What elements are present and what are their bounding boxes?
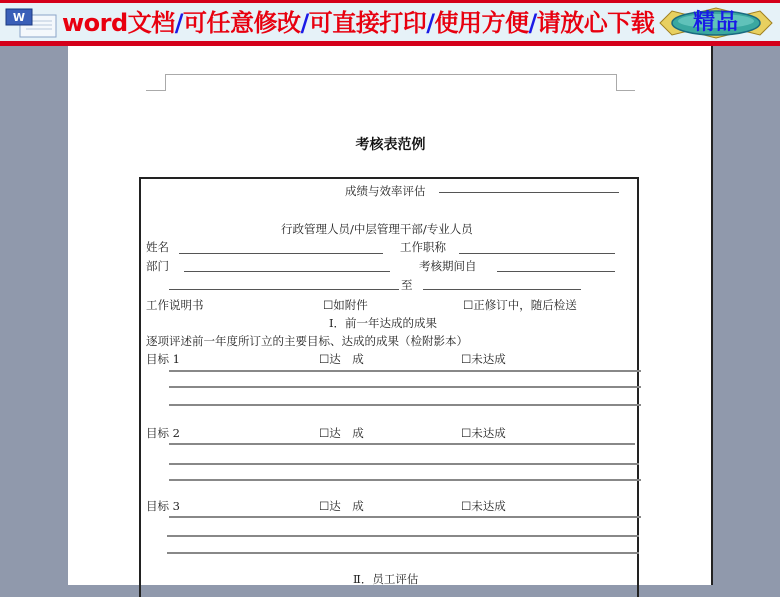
form-subtitle: 行政管理人员/中层管理干部/专业人员 bbox=[281, 222, 473, 236]
goal-2-not-achieved-checkbox[interactable]: ☐未达成 bbox=[461, 426, 506, 440]
checkbox-revising[interactable]: ☐正修订中，随后检送 bbox=[463, 298, 577, 312]
header-margin-right bbox=[616, 74, 635, 91]
period-to-label: 至 bbox=[401, 278, 413, 292]
period-from-label: 考核期间自 bbox=[419, 259, 477, 273]
job-title-field[interactable] bbox=[459, 253, 615, 254]
goal-3-not-achieved-checkbox[interactable]: ☐未达成 bbox=[461, 499, 506, 513]
banner-part: 请放心下载 bbox=[536, 9, 655, 37]
goal-3-line[interactable] bbox=[169, 516, 641, 518]
svg-text:W: W bbox=[12, 11, 26, 24]
name-label: 姓名 bbox=[146, 240, 169, 254]
goal-2-line[interactable] bbox=[169, 463, 639, 465]
section1-heading: Ⅰ．前一年达成的成果 bbox=[329, 316, 438, 330]
period-from-field[interactable] bbox=[497, 271, 615, 272]
header-margin-left bbox=[146, 74, 166, 91]
period-to-field[interactable] bbox=[423, 289, 581, 290]
document-page bbox=[68, 46, 713, 585]
banner-part: 使用方便 bbox=[434, 9, 529, 37]
department-label: 部门 bbox=[146, 259, 169, 273]
banner-part: word文档 bbox=[62, 9, 175, 37]
goal-1-line[interactable] bbox=[169, 404, 641, 406]
banner-text bbox=[62, 6, 654, 40]
premium-badge bbox=[658, 7, 774, 39]
goal-3-line[interactable] bbox=[167, 552, 639, 554]
goal-2-line[interactable] bbox=[169, 479, 641, 481]
banner-separator: / bbox=[528, 9, 537, 37]
promo-banner bbox=[0, 0, 780, 46]
form-header: 成绩与效率评估 bbox=[345, 184, 426, 198]
goal-1-label: 目标 1 bbox=[146, 352, 180, 366]
section1-instruction: 逐项评述前一年度所订立的主要目标、达成的成果（检附影本） bbox=[146, 334, 468, 348]
banner-separator: / bbox=[426, 9, 435, 37]
badge-label: 精品 bbox=[692, 10, 739, 35]
goal-3-label: 目标 3 bbox=[146, 499, 180, 513]
goal-3-achieved-checkbox[interactable]: ☐达 成 bbox=[319, 499, 364, 513]
goal-2-line[interactable] bbox=[169, 443, 635, 445]
document-title: 考核表范例 bbox=[355, 137, 426, 153]
banner-part: 可任意修改 bbox=[182, 9, 301, 37]
header-blank[interactable] bbox=[439, 192, 619, 193]
checkbox-attached[interactable]: ☐如附件 bbox=[323, 298, 368, 312]
name-field[interactable] bbox=[179, 253, 383, 254]
banner-separator: / bbox=[174, 9, 183, 37]
header-line bbox=[166, 74, 616, 75]
job-title-label: 工作职称 bbox=[400, 240, 446, 254]
goal-1-line[interactable] bbox=[169, 370, 641, 372]
evaluation-form bbox=[139, 177, 639, 597]
word-document-icon bbox=[4, 7, 58, 39]
department-field[interactable] bbox=[184, 271, 390, 272]
section2-heading: Ⅱ．员工评估 bbox=[353, 572, 419, 586]
goal-2-label: 目标 2 bbox=[146, 426, 180, 440]
banner-separator: / bbox=[300, 9, 309, 37]
period-line-left[interactable] bbox=[169, 289, 399, 290]
goal-1-not-achieved-checkbox[interactable]: ☐未达成 bbox=[461, 352, 506, 366]
goal-1-line[interactable] bbox=[169, 386, 641, 388]
job-description-label: 工作说明书 bbox=[146, 298, 204, 312]
banner-part: 可直接打印 bbox=[308, 9, 427, 37]
goal-3-line[interactable] bbox=[167, 535, 639, 537]
goal-2-achieved-checkbox[interactable]: ☐达 成 bbox=[319, 426, 364, 440]
goal-1-achieved-checkbox[interactable]: ☐达 成 bbox=[319, 352, 364, 366]
